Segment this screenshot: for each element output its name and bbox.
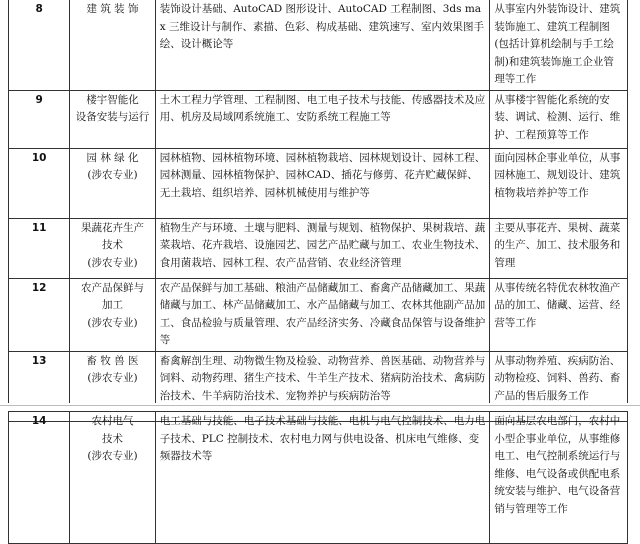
table-row — [9, 218, 628, 278]
core-courses: 畜禽解剖生理、动物微生物及检验、动物营养、兽医基础、动物营养与饲料、动物药理、猪生产技术、牛羊生产技术、猪病防治技术、禽病防治技术、牛羊病防治技术、宠物养护与疾病防治等 — [155, 351, 490, 421]
major-name: 农村电气 技术 (涉农专业) — [70, 412, 155, 544]
major-name: 农产品保鲜与 加工 (涉农专业) — [70, 278, 155, 351]
row-number: 8 — [9, 0, 70, 90]
row-number: 14 — [9, 412, 70, 544]
core-courses: 园林植物、园林植物环境、园林植物栽培、园林规划设计、园林工程、园林测量、园林植物保护、园林CAD、插花与修剪、花卉贮藏保鲜、无土栽培、组织培养、园林机械使用与维护等 — [155, 148, 490, 218]
major-name: 建 筑 装 饰 — [70, 0, 155, 90]
major-name: 果蔬花卉生产 技术 (涉农专业) — [70, 218, 155, 278]
table-row — [9, 90, 628, 148]
row-number: 11 — [9, 218, 70, 278]
page-break-divider — [0, 405, 640, 406]
major-name: 楼宇智能化 设备安装与运行 — [70, 90, 155, 148]
table-row — [9, 148, 628, 218]
row-number: 12 — [9, 278, 70, 351]
major-table-top — [8, 0, 628, 422]
job-direction: 从事室内外装饰设计、建筑装饰施工、建筑工程制图(包括计算机绘制与手工绘制)和建筑装饰施工企业管理等工作 — [490, 0, 628, 90]
job-direction: 主要从事花卉、果树、蔬菜的生产、加工、技术服务和管理 — [490, 218, 628, 278]
core-courses: 装饰设计基础、AutoCAD 图形设计、AutoCAD 工程制图、3ds max 三维设计与制作、素描、色彩、构成基础、建筑速写、室内效果图手绘、设计概论等 — [155, 0, 490, 90]
row-number: 13 — [9, 351, 70, 421]
core-courses: 电工基础与技能、电子技术基础与技能、电机与电气控制技术、电力电子技术、PLC 控制技术、农村电力网与供电设备、机床电气维修、变频器技术等 — [155, 412, 490, 544]
major-table-bottom — [8, 411, 628, 544]
major-name: 园 林 绿 化 (涉农专业) — [70, 148, 155, 218]
table-row — [9, 0, 628, 90]
job-direction: 从事动物养殖、疾病防治、动物检疫、饲料、兽药、畜产品的售后服务工作 — [490, 351, 628, 421]
job-direction: 面向基层农电部门，农村中小型企事业单位，从事维修电工、电气控制系统运行与维修、电气设备或供配电系统安装与维护、电气设备营销与管理等工作 — [490, 412, 628, 544]
row-number: 9 — [9, 90, 70, 148]
core-courses: 农产品保鲜与加工基础、粮油产品储藏加工、畜禽产品储藏加工、果蔬储藏与加工、林产品储藏加工、水产品储藏与加工、农林其他副产品加工、食品检验与质量管理、农产品经济实务、冷藏食品保管与设备维护等 — [155, 278, 490, 351]
row-number: 10 — [9, 148, 70, 218]
core-courses: 土木工程力学管理、工程制图、电工电子技术与技能、传感器技术及应用、机房及局域网系统施工、安防系统工程施工等 — [155, 90, 490, 148]
major-name: 畜 牧 兽 医 (涉农专业) — [70, 351, 155, 421]
table-row — [9, 278, 628, 351]
job-direction: 从事楼宇智能化系统的安装、调试、检测、运行、维护、工程预算等工作 — [490, 90, 628, 148]
core-courses: 植物生产与环境、土壤与肥料、测量与规划、植物保护、果树栽培、蔬菜栽培、花卉栽培、设施园艺、园艺产品贮藏与加工、农业生物技术、食用菌栽培、园林工程、农产品营销、农业经济管理 — [155, 218, 490, 278]
job-direction: 面向园林企事业单位，从事园林施工、规划设计、建筑植物栽培养护等工作 — [490, 148, 628, 218]
job-direction: 从事传统名特优农林牧渔产品的加工、储藏、运营、经营等工作 — [490, 278, 628, 351]
table-row — [9, 412, 628, 544]
